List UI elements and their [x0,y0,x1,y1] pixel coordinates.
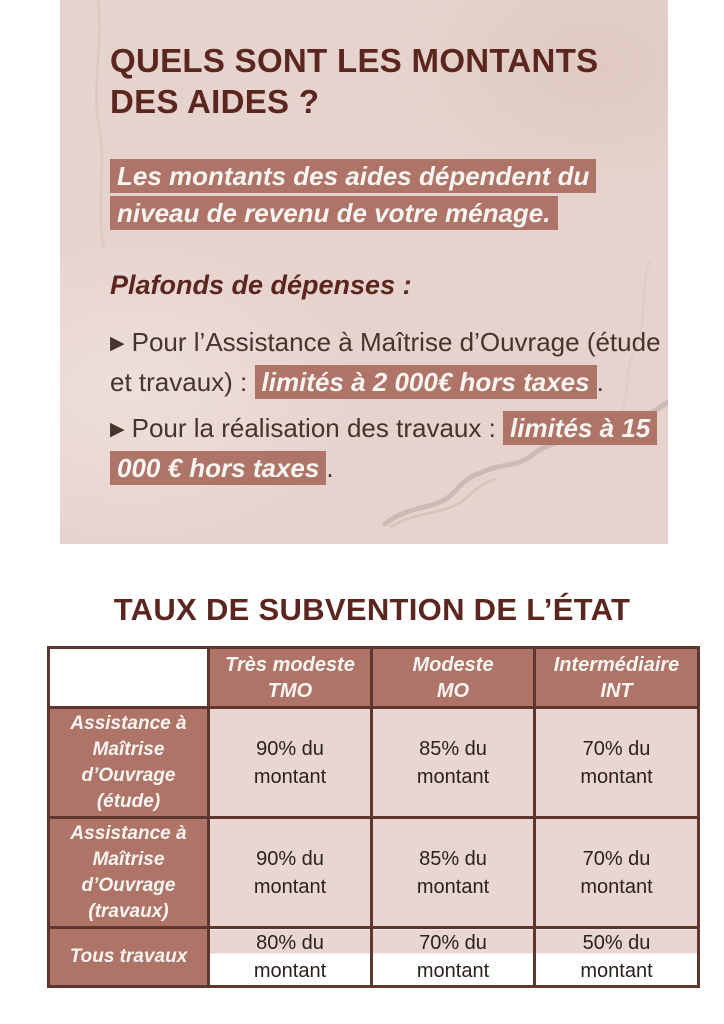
table-cell [209,928,372,987]
col-header-modeste [372,648,535,708]
table-cell [372,818,535,928]
cell-value: 80% du montant [253,932,327,982]
page-title: QUELS SONT LES MONTANTS DES AIDES ? [110,42,599,120]
table-header-row [49,648,699,708]
row-header: Tous travaux [49,928,209,987]
cell-value: 90% du montant [253,737,327,788]
intro-paragraph [110,158,615,232]
table-title: TAUX DE SUBVENTION DE L’ÉTAT [113,592,631,627]
empty-corner-cell [49,648,209,708]
triangle-bullet-icon: ▶ [110,418,125,440]
col-header-line2: INT [600,679,633,702]
hero-panel [60,0,668,544]
table-cell [535,928,699,987]
col-header-line1: Modeste [412,653,494,676]
col-header-line1: Intermédiaire [553,653,680,676]
bullet-text: Pour la réalisation des travaux : [131,413,504,443]
bullet-text: Pour l’Assistance à Maîtrise d’Ouvrage (étude et travaux) : [110,327,661,397]
table-cell [535,708,699,818]
row-header: Assistance à Maîtrise d’Ouvrage (étude) [49,708,209,818]
table-cell [209,818,372,928]
triangle-bullet-icon: ▶ [110,332,125,354]
cell-value: 70% du montant [416,932,490,982]
subheading-plafonds: Plafonds de dépenses : [110,270,412,300]
bullet-item-travaux [110,410,668,487]
bullet-highlight: limités à 15 000 € hors taxes [110,411,657,485]
intro-highlight: Les montants des aides dépendent du niveau de revenu de votre ménage. [110,159,596,230]
cell-value: 70% du montant [580,847,653,898]
cell-value: 85% du montant [416,737,490,788]
table-row-amo-etude [49,708,699,818]
col-header-tres-modeste [209,648,372,708]
table-cell [372,928,535,987]
cell-value: 50% du montant [580,932,653,982]
cell-value: 70% du montant [580,737,653,788]
col-header-line2: TMO [267,679,313,702]
bullet-highlight: limités à 2 000€ hors taxes [255,365,597,399]
subsidy-rate-table [47,646,700,988]
cell-value: 85% du montant [416,847,490,898]
bullet-suffix: . [326,453,334,483]
table-row-amo-travaux [49,818,699,928]
bullet-item-amo [110,324,668,401]
table-cell [209,708,372,818]
table-cell [372,708,535,818]
table-row-tous-travaux [49,928,699,987]
col-header-line1: Très modeste [225,653,355,676]
bullet-suffix: . [596,367,604,397]
col-header-line2: MO [436,679,470,702]
row-header: Assistance à Maîtrise d’Ouvrage (travaux) [49,818,209,928]
col-header-intermediaire [535,648,699,708]
cell-value: 90% du montant [253,847,327,898]
table-cell [535,818,699,928]
